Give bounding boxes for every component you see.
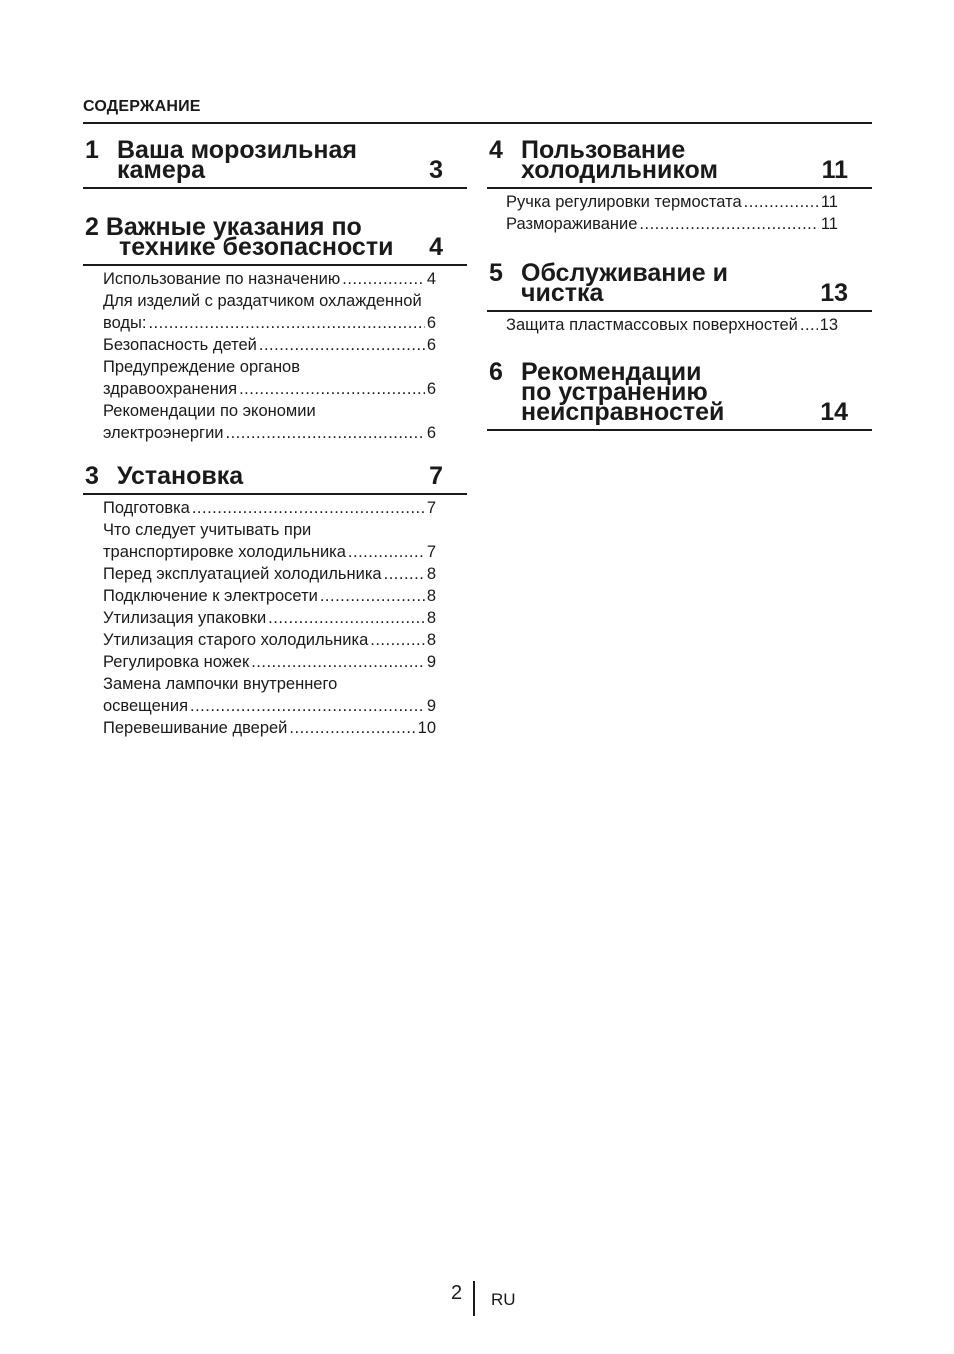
entry-text: Утилизация упаковки bbox=[103, 609, 267, 627]
page-number: 2 bbox=[451, 1282, 463, 1304]
entry-text: транспортировке холодильника bbox=[103, 543, 346, 561]
section-page: 13 bbox=[820, 279, 848, 307]
toc-section-1 bbox=[83, 136, 467, 189]
section-number: 4 bbox=[489, 136, 503, 164]
section-entries bbox=[487, 312, 872, 336]
section-title: Ваша морозильная камера bbox=[117, 136, 357, 184]
toc-section-6 bbox=[487, 358, 872, 431]
entry-page: 8 bbox=[426, 609, 436, 627]
entry-text-first-line: Что следует учитывать при bbox=[103, 521, 312, 539]
section-heading[interactable] bbox=[83, 213, 467, 266]
dot-leader bbox=[190, 695, 425, 717]
dot-leader bbox=[744, 191, 819, 213]
section-heading[interactable] bbox=[487, 358, 872, 431]
entry-text-first-line: Замена лампочки внутреннего bbox=[103, 675, 338, 693]
toc-entry[interactable] bbox=[103, 519, 436, 563]
toc-section-3 bbox=[83, 462, 467, 739]
section-title bbox=[83, 213, 467, 261]
dot-leader bbox=[148, 312, 424, 334]
language-code: RU bbox=[491, 1290, 516, 1309]
entry-text: Ручка регулировки термостата bbox=[506, 193, 742, 211]
dot-leader bbox=[348, 541, 425, 563]
toc-entry[interactable] bbox=[103, 563, 436, 585]
entry-page: 13 bbox=[819, 316, 838, 334]
entry-text-first-line: Рекомендации по экономии bbox=[103, 402, 316, 420]
contents-header: СОДЕРЖАНИЕ bbox=[83, 98, 201, 115]
entry-page: 4 bbox=[426, 270, 436, 288]
dot-leader bbox=[320, 585, 425, 607]
dot-leader bbox=[289, 717, 415, 739]
toc-section-2 bbox=[83, 213, 467, 444]
toc-entry[interactable] bbox=[103, 673, 436, 717]
entry-text: Утилизация старого холодильника bbox=[103, 631, 369, 649]
toc-entry[interactable] bbox=[103, 290, 436, 334]
entry-text-first-line: Для изделий с раздатчиком охлажденной bbox=[103, 292, 422, 310]
dot-leader bbox=[259, 334, 425, 356]
dot-leader bbox=[370, 629, 425, 651]
toc-entry[interactable] bbox=[103, 607, 436, 629]
footer-divider bbox=[473, 1281, 475, 1316]
entry-text: Перевешивание дверей bbox=[103, 719, 288, 737]
dot-leader bbox=[239, 378, 425, 400]
toc-entry[interactable] bbox=[506, 314, 838, 336]
toc-entry[interactable] bbox=[506, 213, 838, 235]
section-heading[interactable] bbox=[83, 136, 467, 189]
entry-page: 9 bbox=[426, 697, 436, 715]
entry-text: Подготовка bbox=[103, 499, 190, 517]
entry-page: 11 bbox=[820, 215, 838, 233]
section-page: 11 bbox=[821, 156, 848, 184]
entry-page: 8 bbox=[426, 631, 436, 649]
entry-text: воды: bbox=[103, 314, 147, 332]
toc-entry[interactable] bbox=[103, 400, 436, 444]
dot-leader bbox=[226, 422, 425, 444]
section-title-line: 2 Важные указания по bbox=[85, 213, 362, 241]
section-heading[interactable] bbox=[487, 136, 872, 189]
section-number: 1 bbox=[85, 136, 99, 164]
section-number: 5 bbox=[489, 259, 503, 287]
entry-text: здравоохранения bbox=[103, 380, 238, 398]
entry-page: 8 bbox=[426, 565, 436, 583]
section-entries bbox=[83, 495, 467, 739]
section-number: 6 bbox=[489, 358, 503, 386]
toc-entry[interactable] bbox=[103, 356, 436, 400]
section-title: Пользование холодильником bbox=[521, 136, 718, 184]
section-page: 7 bbox=[429, 462, 443, 490]
entry-text: Перед эксплуатацией холодильника bbox=[103, 565, 382, 583]
section-title: Установка bbox=[117, 462, 244, 490]
toc-right-column bbox=[487, 124, 872, 431]
entry-text: Размораживание bbox=[506, 215, 638, 233]
dot-leader bbox=[268, 607, 425, 629]
toc-entry[interactable] bbox=[506, 191, 838, 213]
section-number: 3 bbox=[85, 462, 99, 490]
dot-leader bbox=[192, 497, 425, 519]
section-heading[interactable] bbox=[83, 462, 467, 495]
entry-page: 7 bbox=[426, 543, 436, 561]
section-title: Обслуживание и чистка bbox=[521, 259, 728, 307]
entry-page: 6 bbox=[426, 380, 436, 398]
entry-text: Безопасность детей bbox=[103, 336, 257, 354]
section-heading[interactable] bbox=[487, 259, 872, 312]
toc-section-5 bbox=[487, 259, 872, 336]
entry-page: 11 bbox=[820, 193, 838, 211]
toc-left-column bbox=[83, 124, 467, 739]
entry-text: Регулировка ножек bbox=[103, 653, 250, 671]
entry-page: 9 bbox=[426, 653, 436, 671]
toc-entry[interactable] bbox=[103, 629, 436, 651]
toc-entry[interactable] bbox=[103, 585, 436, 607]
toc-entry[interactable] bbox=[103, 651, 436, 673]
section-title-line: технике безопасности bbox=[119, 233, 394, 261]
entry-text: Подключение к электросети bbox=[103, 587, 318, 605]
entry-text: освещения bbox=[103, 697, 189, 715]
toc-section-4 bbox=[487, 136, 872, 235]
entry-page: 7 bbox=[426, 499, 436, 517]
toc-entry[interactable] bbox=[103, 334, 436, 356]
section-page: 3 bbox=[429, 156, 443, 184]
toc-entry[interactable] bbox=[103, 717, 436, 739]
entry-page: 8 bbox=[426, 587, 436, 605]
dot-leader bbox=[384, 563, 425, 585]
entry-text: электроэнергии bbox=[103, 424, 224, 442]
section-page: 4 bbox=[429, 233, 443, 261]
entry-text: Использование по назначению bbox=[103, 270, 341, 288]
entry-text: Защита пластмассовых поверхностей bbox=[506, 316, 798, 334]
toc-entry[interactable] bbox=[103, 268, 436, 290]
entry-text-first-line: Предупреждение органов bbox=[103, 358, 301, 376]
section-entries bbox=[487, 189, 872, 235]
section-entries bbox=[83, 266, 467, 444]
entry-page: 10 bbox=[417, 719, 436, 737]
dot-leader bbox=[800, 314, 818, 336]
dot-leader bbox=[639, 213, 818, 235]
toc-entry[interactable] bbox=[103, 497, 436, 519]
entry-page: 6 bbox=[426, 314, 436, 332]
dot-leader bbox=[251, 651, 425, 673]
section-page: 14 bbox=[820, 398, 848, 426]
entry-page: 6 bbox=[426, 336, 436, 354]
dot-leader bbox=[342, 268, 425, 290]
entry-page: 6 bbox=[426, 424, 436, 442]
section-title: Рекомендации по устранению неисправностей bbox=[521, 358, 725, 426]
